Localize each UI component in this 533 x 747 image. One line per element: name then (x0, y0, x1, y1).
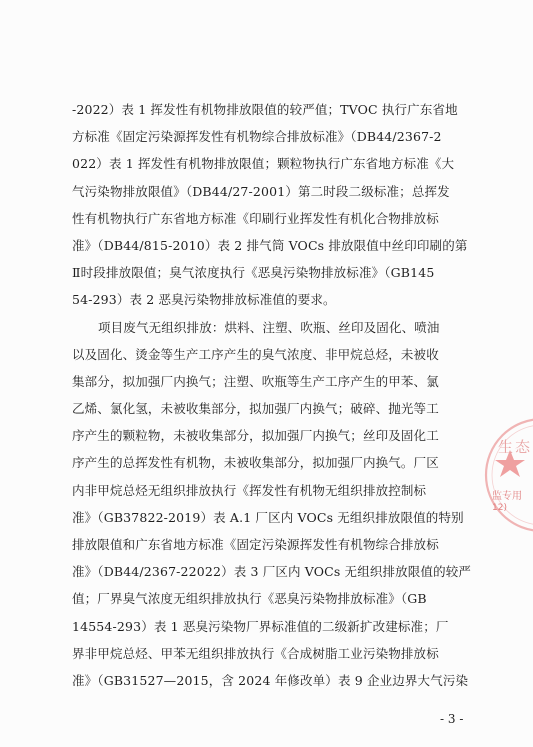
seal-graphic (480, 400, 533, 550)
text-line: 值；厂界臭气浓度无组织排放执行《恶臭污染物排放标准》（GB (72, 591, 427, 607)
text-line: 集部分，拟加强厂内换气；注塑、吹瓶等生产工序产生的甲苯、氯 (72, 373, 439, 389)
text-line: Ⅱ时段排放限值；臭气浓度执行《恶臭污染物排放标准》（GB145 (72, 265, 435, 281)
text-line: 序产生的总挥发性有机物，未被收集部分，拟加强厂内换气。厂区 (72, 455, 439, 471)
text-line: 022）表 1 挥发性有机物排放限值；颗粒物执行广东省地方标准《大 (72, 156, 455, 172)
official-seal (480, 400, 533, 550)
seal-text: 生态 (498, 438, 533, 456)
text-line: 方标准《固定污染源挥发性有机物综合排放标准》（DB44/2367-2 (72, 129, 442, 145)
text-line: 准》（GB37822-2019）表 A.1 厂区内 VOCs 无组织排放限值的特别 (72, 509, 464, 525)
text-line: 排放限值和广东省地方标准《固定污染源挥发性有机物综合排放标 (72, 537, 439, 552)
text-line: 准》（DB44/2367-22022）表 3 厂区内 VOCs 无组织排放限值的较严 (72, 564, 472, 580)
seal-text: 12) (492, 503, 507, 513)
text-line: -2022）表 1 挥发性有机物排放限值的较严值；TVOC 执行广东省地 (72, 102, 458, 117)
page-number: - 3 - (440, 712, 464, 726)
text-line: 54-293）表 2 恶臭污染物排放标准值的要求。 (72, 292, 336, 308)
text-line: 以及固化、烫金等生产工序产生的臭气浓度、非甲烷总烃，未被收 (72, 346, 439, 362)
text-line: 性有机物执行广东省地方标准《印刷行业挥发性有机化合物排放标 (72, 210, 439, 226)
text-line: 14554-293）表 1 恶臭污染物厂界标准值的二级新扩改建标准；厂 (72, 618, 449, 634)
text-line: 内非甲烷总烃无组织排放执行《挥发性有机物无组织排放控制标 (72, 482, 427, 498)
text-line: 准》（DB44/815-2010）表 2 排气筒 VOCs 排放限值中丝印印刷的第 (72, 237, 468, 253)
text-line: 准》（GB31527—2015，含 2024 年修改单）表 9 企业边界大气污染 (72, 672, 469, 688)
paragraph-start-line: 项目废气无组织排放：烘料、注塑、吹瓶、丝印及固化、喷油 (98, 319, 440, 335)
text-line: 乙烯、氯化氢，未被收集部分，拟加强厂内换气；破碎、抛光等工 (72, 401, 439, 417)
seal-text: 监专用 (492, 491, 522, 502)
text-line: 序产生的颗粒物，未被收集部分，拟加强厂内换气；丝印及固化工 (72, 428, 439, 444)
body-text (72, 96, 472, 694)
text-line: 气污染物排放限值》（DB44/27-2001）第二时段二级标准；总挥发 (72, 183, 450, 199)
text-line: 界非甲烷总烃、甲苯无组织排放执行《合成树脂工业污染物排放标 (72, 645, 439, 661)
